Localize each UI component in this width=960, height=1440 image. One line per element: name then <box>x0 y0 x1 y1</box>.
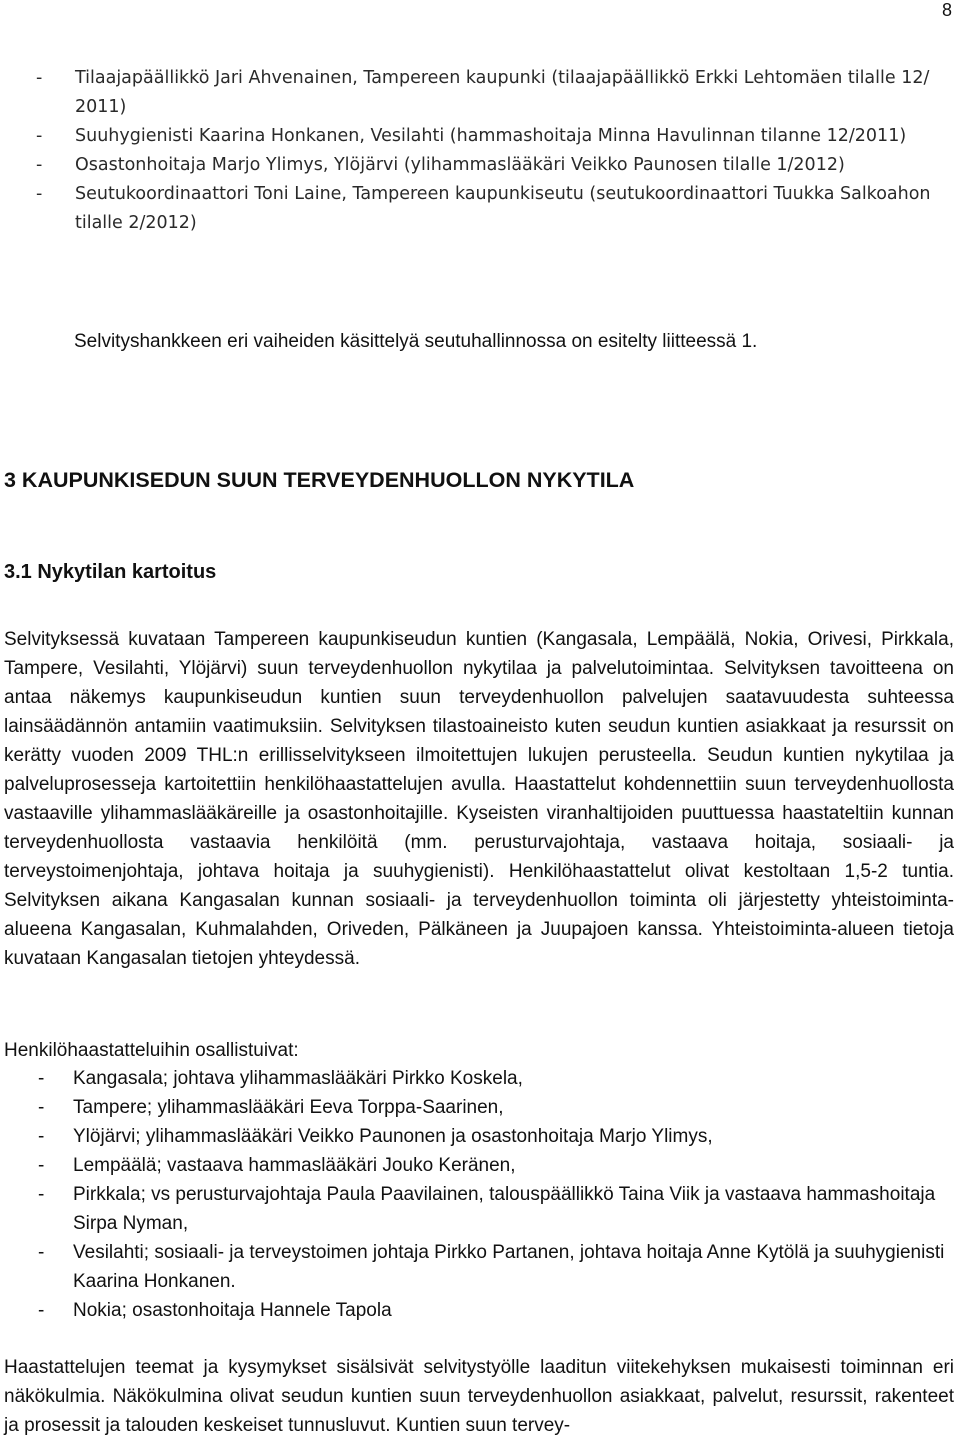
page-number: 8 <box>941 0 952 20</box>
list-item: - Seutukoordinaattori Toni Laine, Tampereen kaupunkiseutu (seutukoordinaattori Tuukka Salkoahon tilalle 2/2012) <box>0 180 960 238</box>
committee-list <box>0 64 960 238</box>
list-item: - Suuhygienisti Kaarina Honkanen, Vesilahti (hammashoitaja Minna Havulinnan tilanne 12/2011) <box>0 122 960 151</box>
list-item: - Kangasala; johtava ylihammaslääkäri Pirkko Koskela, <box>0 1064 960 1093</box>
intro-note: Selvityshankkeen eri vaiheiden käsittelyä seutuhallinnossa on esitelty liitteessä 1. <box>74 331 758 352</box>
list-item: - Tilaajapäällikkö Jari Ahvenainen, Tampereen kaupunki (tilaajapäällikkö Erkki Lehtomäen tilalle 12/ 2011) <box>0 64 960 122</box>
main-paragraph: Selvityksessä kuvataan Tampereen kaupunkiseudun kuntien (Kangasala, Lempäälä, Nokia, Orivesi, Pirkkala, Tampere, Vesilahti, Ylöjärvi) suun terveydenhuollon nykytilaa ja palvelutoimintaa. Selvityksen tavoitteena on antaa näkemys kaupunkiseudun kuntien suun terveydenhuollon palvelujen saatavuudesta suhteessa lainsäädännön antamiin vaatimuksiin. Selvityksen tilastoaineisto kuten seudun kuntien asiakkaat ja resurssit on kerätty vuoden 2009 THL:n erillisselvitykseen ilmoitettujen lukujen perusteella. Seudun kuntien nykytilaa ja palveluprosesseja kartoitettiin henkilöhaastattelujen avulla. Haastattelut kohdennettiin suun terveydenhuollosta vastaaville ylihammaslääkäreille ja osastonhoitajille. Kyseisten viranhaltijoiden puuttuessa haastateltiin kunnan terveydenhuollosta vastaavia henkilöitä (mm. perusturvajohtaja, vastaava hoitaja, sosiaali- ja terveystoimenjohtaja, johtava hoitaja ja suuhygienisti). Henkilöhaastattelut olivat kestoltaan 1,5-2 tuntia. Selvityksen aikana Kangasalan kunnan sosiaali- ja terveydenhuollon toiminta oli järjestetty yhteistoiminta-alueena Kangasalan, Kuhmalahden, Oriveden, Pälkäneen ja Juupajoen kanssa. Yhteistoiminta-alueen tietoja kuvataan Kangasalan tietojen yhteydessä. <box>4 629 954 969</box>
section-heading: 3 KAUPUNKISEDUN SUUN TERVEYDENHUOLLON NYKYTILA <box>4 468 635 492</box>
list-item: - Pirkkala; vs perusturvajohtaja Paula Paavilainen, talouspäällikkö Taina Viik ja vastaava hammashoitaja Sirpa Nyman, <box>0 1180 960 1238</box>
list-item: - Nokia; osastonhoitaja Hannele Tapola <box>0 1296 960 1325</box>
list-item: - Lempäälä; vastaava hammaslääkäri Jouko Keränen, <box>0 1151 960 1180</box>
closing-paragraph: Haastattelujen teemat ja kysymykset sisälsivät selvitystyölle laaditun viitekehyksen mukaisesti toiminnan eri näkökulmia. Näkökulmina olivat seudun kuntien suun terveydenhuollon asiakkaat, palvelut, resurssit, rakenteet ja prosessit ja talouden keskeiset tunnusluvut. Kuntien suun tervey- <box>4 1357 954 1436</box>
list-item: - Tampere; ylihammaslääkäri Eeva Torppa-Saarinen, <box>0 1093 960 1122</box>
list-item: - Osastonhoitaja Marjo Ylimys, Ylöjärvi (ylihammaslääkäri Veikko Paunosen tilalle 1/2012) <box>0 151 960 180</box>
list-item: - Vesilahti; sosiaali- ja terveystoimen johtaja Pirkko Partanen, johtava hoitaja Anne Kytölä ja suuhygienisti Kaarina Honkanen. <box>0 1238 960 1296</box>
interviews-label: Henkilöhaastatteluihin osallistuivat: <box>4 1040 299 1061</box>
interviews-list <box>0 1064 960 1325</box>
subsection-heading: 3.1 Nykytilan kartoitus <box>4 561 217 583</box>
list-item: - Ylöjärvi; ylihammaslääkäri Veikko Paunonen ja osastonhoitaja Marjo Ylimys, <box>0 1122 960 1151</box>
